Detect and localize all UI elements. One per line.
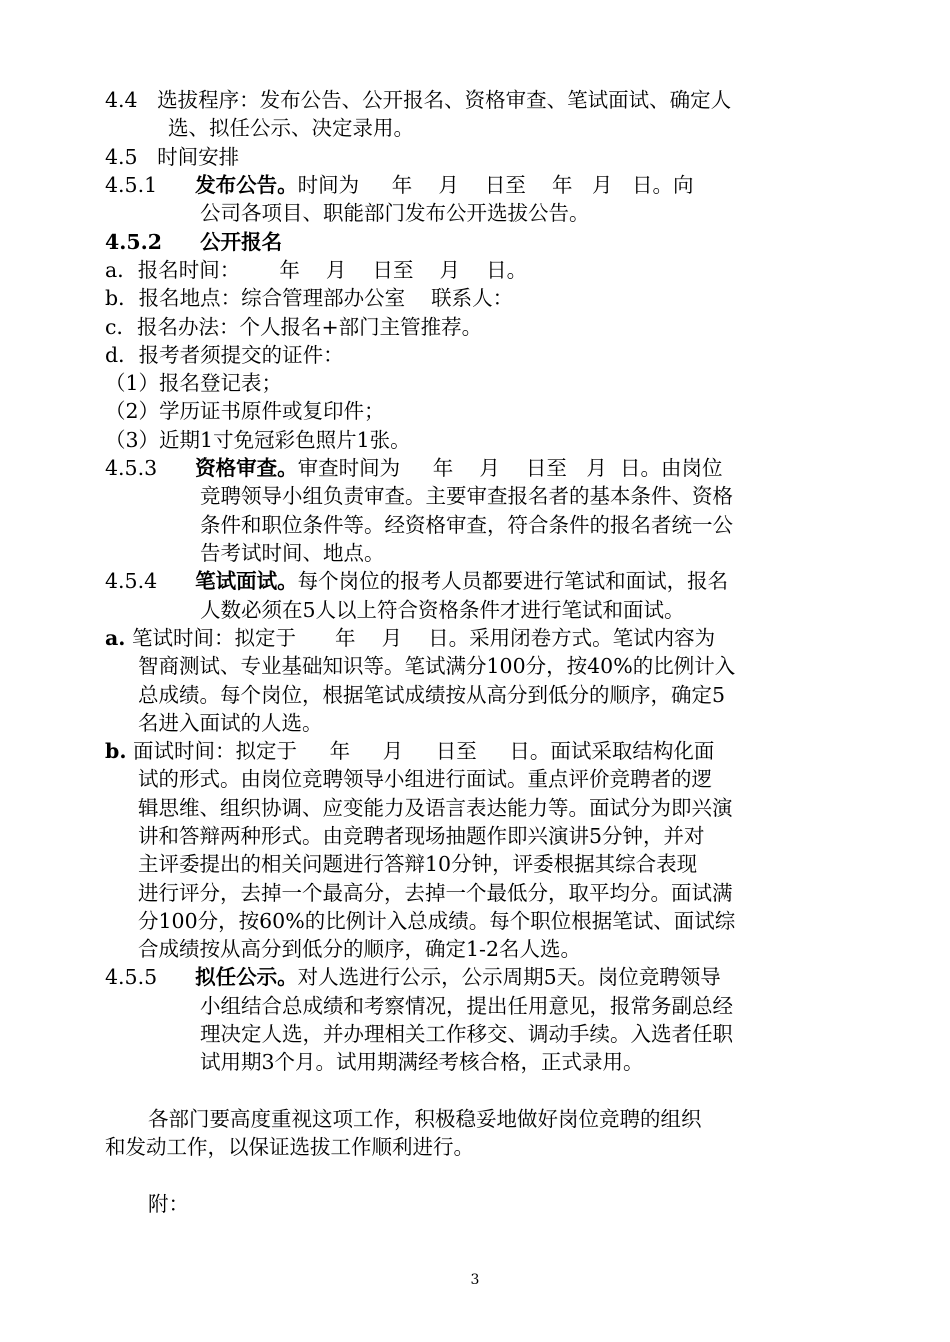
- item-title: 笔试面试。: [195, 569, 298, 593]
- interview-cont: 分100分，按60%的比例计入总成绩。每个职位根据笔试、面试综: [138, 909, 736, 933]
- item-number: 4.5.4: [105, 569, 158, 593]
- interview-cont: 辑思维、组织协调、应变能力及语言表达能力等。面试分为即兴演: [138, 796, 733, 820]
- item-title: 公开报名: [200, 230, 283, 254]
- item-4-4-cont: 选、拟任公示、决定录用。: [168, 116, 414, 140]
- interview-cont: 讲和答辩两种形式。由竞聘者现场抽题作即兴演讲5分钟，并对: [138, 824, 705, 848]
- item-text: 审查时间为 年 月 日至 月 日。由岗位: [297, 456, 723, 480]
- item-number: 4.5.2: [105, 230, 163, 254]
- item-number: 4.5.1: [105, 173, 158, 197]
- item-text: 对人选进行公示，公示周期5天。岗位竞聘领导: [297, 965, 721, 989]
- document-item-2: （2）学历证书原件或复印件；: [105, 399, 385, 423]
- interview-cont: 进行评分，去掉一个最高分，去掉一个最低分，取平均分。面试满: [138, 881, 733, 905]
- item-4-5-1-cont: 公司各项目、职能部门发布公开选拔公告。: [200, 201, 590, 225]
- item-number: 4.5.3: [105, 456, 158, 480]
- item-marker: b.: [105, 739, 127, 763]
- item-number: 4.5.5: [105, 965, 158, 989]
- signup-method: c．报名办法：个人报名+部门主管推荐。: [105, 315, 483, 339]
- item-4-5-3: [105, 454, 722, 482]
- interview-cont: 试的形式。由岗位竞聘领导小组进行面试。重点评价竞聘者的逻: [138, 767, 712, 791]
- item-4-5-3-cont: 告考试时间、地点。: [200, 541, 385, 565]
- signup-documents: d．报考者须提交的证件：: [105, 343, 344, 367]
- item-4-4: 4.4 选拔程序：发布公告、公开报名、资格审查、笔试面试、确定人: [105, 88, 732, 112]
- written-exam-cont: 智商测试、专业基础知识等。笔试满分100分，按40%的比例计入: [138, 654, 736, 678]
- attachment-label: 附：: [148, 1192, 189, 1216]
- item-4-5-5-cont: 试用期3个月。试用期满经考核合格，正式录用。: [200, 1050, 644, 1074]
- item-text: 面试时间：拟定于 年 月 日至 日。面试采取结构化面: [126, 739, 715, 763]
- item-title: 发布公告。: [195, 173, 298, 197]
- item-4-5-5-cont: 小组结合总成绩和考察情况，提出任用意见，报常务副总经: [200, 994, 733, 1018]
- item-4-5-3-cont: 条件和职位条件等。经资格审查，符合条件的报名者统一公: [200, 513, 733, 537]
- heading-4-5-2: [105, 228, 282, 256]
- item-title: 拟任公示。: [195, 965, 298, 989]
- written-exam-cont: 名进入面试的人选。: [138, 711, 323, 735]
- item-4-5-3-cont: 竞聘领导小组负责审查。主要审查报名者的基本条件、资格: [200, 484, 733, 508]
- interview-cont: 合成绩按从高分到低分的顺序，确定1-2名人选。: [138, 937, 582, 961]
- item-4-5-4: [105, 567, 728, 595]
- page-number: 3: [470, 1272, 480, 1288]
- interview: [105, 737, 714, 765]
- item-marker: a.: [105, 626, 126, 650]
- written-exam-cont: 总成绩。每个岗位，根据笔试成绩按从高分到低分的顺序，确定5: [138, 683, 726, 707]
- item-text: 每个岗位的报考人员都要进行笔试和面试，报名: [297, 569, 729, 593]
- closing-paragraph: 各部门要高度重视这项工作，积极稳妥地做好岗位竞聘的组织: [148, 1107, 702, 1131]
- signup-location: b．报名地点：综合管理部办公室 联系人：: [105, 286, 514, 310]
- item-4-5-5-cont: 理决定人选，并办理相关工作移交、调动手续。入选者任职: [200, 1022, 733, 1046]
- item-4-5-4-cont: 人数必须在5人以上符合资格条件才进行笔试和面试。: [200, 598, 685, 622]
- signup-time: a．报名时间： 年 月 日至 月 日。: [105, 258, 528, 282]
- interview-cont: 主评委提出的相关问题进行答辩10分钟，评委根据其综合表现: [138, 852, 698, 876]
- item-title: 资格审查。: [195, 456, 298, 480]
- item-text: 笔试时间：拟定于 年 月 日。采用闭卷方式。笔试内容为: [125, 626, 716, 650]
- item-4-5-1: [105, 171, 694, 199]
- document-item-3: （3）近期1寸免冠彩色照片1张。: [105, 428, 411, 452]
- closing-paragraph-cont: 和发动工作，以保证选拔工作顺利进行。: [105, 1135, 474, 1159]
- written-exam: [105, 624, 715, 652]
- item-text: 时间为 年 月 日至 年 月 日。向: [297, 173, 694, 197]
- item-4-5-5: [105, 963, 721, 991]
- document-item-1: （1）报名登记表；: [105, 371, 283, 395]
- heading-4-5: 4.5 时间安排: [105, 145, 240, 169]
